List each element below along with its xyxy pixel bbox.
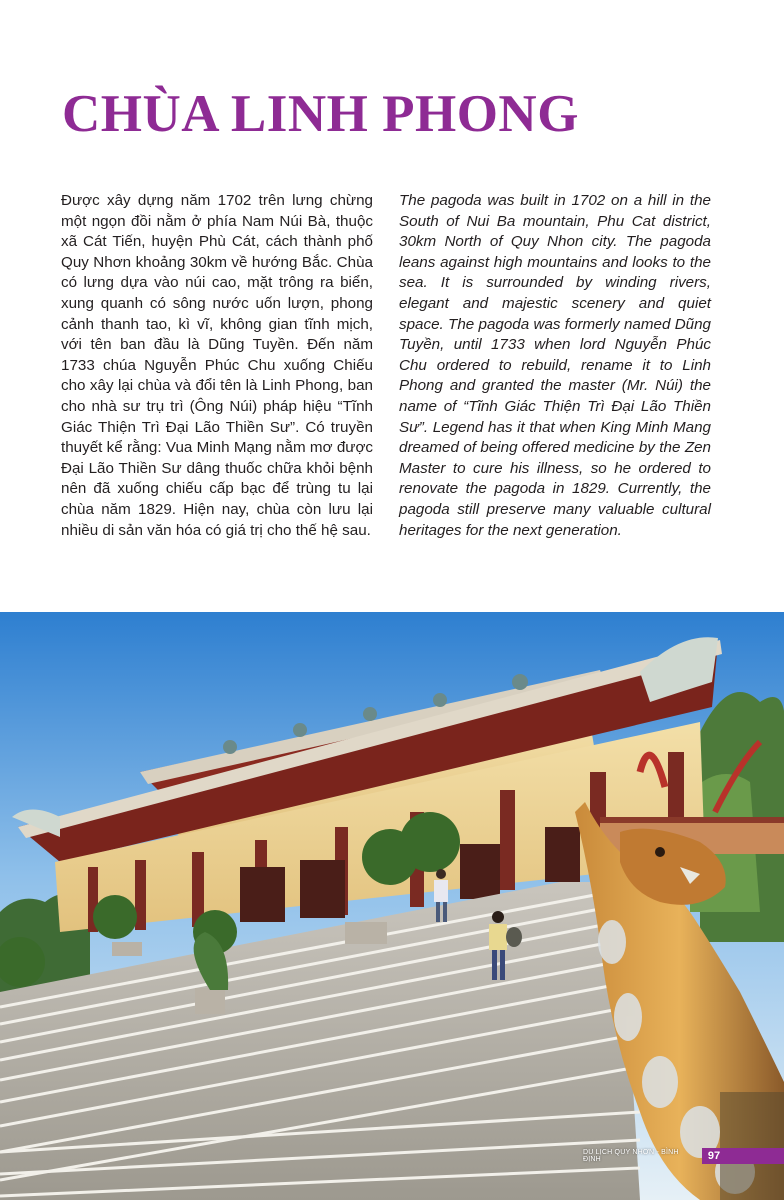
page-number: 97: [702, 1148, 784, 1164]
body-text-english: The pagoda was built in 1702 on a hill in the South of Nui Ba mountain, Phu Cat district, 30km North of Quy Nhon city. The pagoda leans against high mountains and looks to the sea. It is surrounded by winding rivers, elegant and majestic scenery and quiet space. The pagoda was formerly named Dũng Tuyền, until 1733 when lord Nguyễn Phúc Chu ordered to rebuild, rename it to Linh Phong and granted the master (Mr. Núi) the name of “Tĩnh Giác Thiện Trì Đại Lão Thiền Sư”. Legend has it that when King Minh Mang dreamed of being offered medicine by the Zen Master to cure his illness, so he ordered to renovate the pagoda in 1829. Currently, the pagoda still preserve many valuable cultural heritages for the next generation.: [399, 192, 711, 539]
footer-publication-name: DU LỊCH QUY NHƠN - BÌNH ĐỊNH: [583, 1149, 679, 1163]
body-text-vietnamese: Được xây dựng năm 1702 trên lưng chừng một ngọn đồi nằm ở phía Nam Núi Bà, thuộc xã Cát Tiến, huyện Phù Cát, cách thành phố Quy Nhơn khoảng 30km về hướng Bắc. Chùa có lưng dựa vào núi cao, mặt trông ra biển, xung quanh có sông nước uốn lượn, phong cảnh thanh tao, kì vĩ, không gian tĩnh mịch, với tên ban đầu là Dũng Tuyền. Đến năm 1733 chúa Nguyễn Phúc Chu xuống Chiếu cho xây lại chùa và đổi tên là Linh Phong, ban cho nhà sư trụ trì (Ông Núi) pháp hiệu “Tĩnh Giác Thiện Trì Đại Lão Thiền Sư”. Có truyền thuyết kể rằng: Vua Minh Mạng nằm mơ được Đại Lão Thiền Sư dâng thuốc chữa khỏi bệnh nên đã xuống chiếu cấp bạc để trùng tu lại chùa năm 1829. Hiện nay, chùa còn lưu lại nhiều di sản văn hóa có giá trị cho thế hệ sau.: [61, 192, 373, 539]
pagoda-photo: [0, 612, 784, 1200]
page-footer: [583, 1148, 784, 1164]
page-title: CHÙA LINH PHONG: [62, 85, 579, 143]
